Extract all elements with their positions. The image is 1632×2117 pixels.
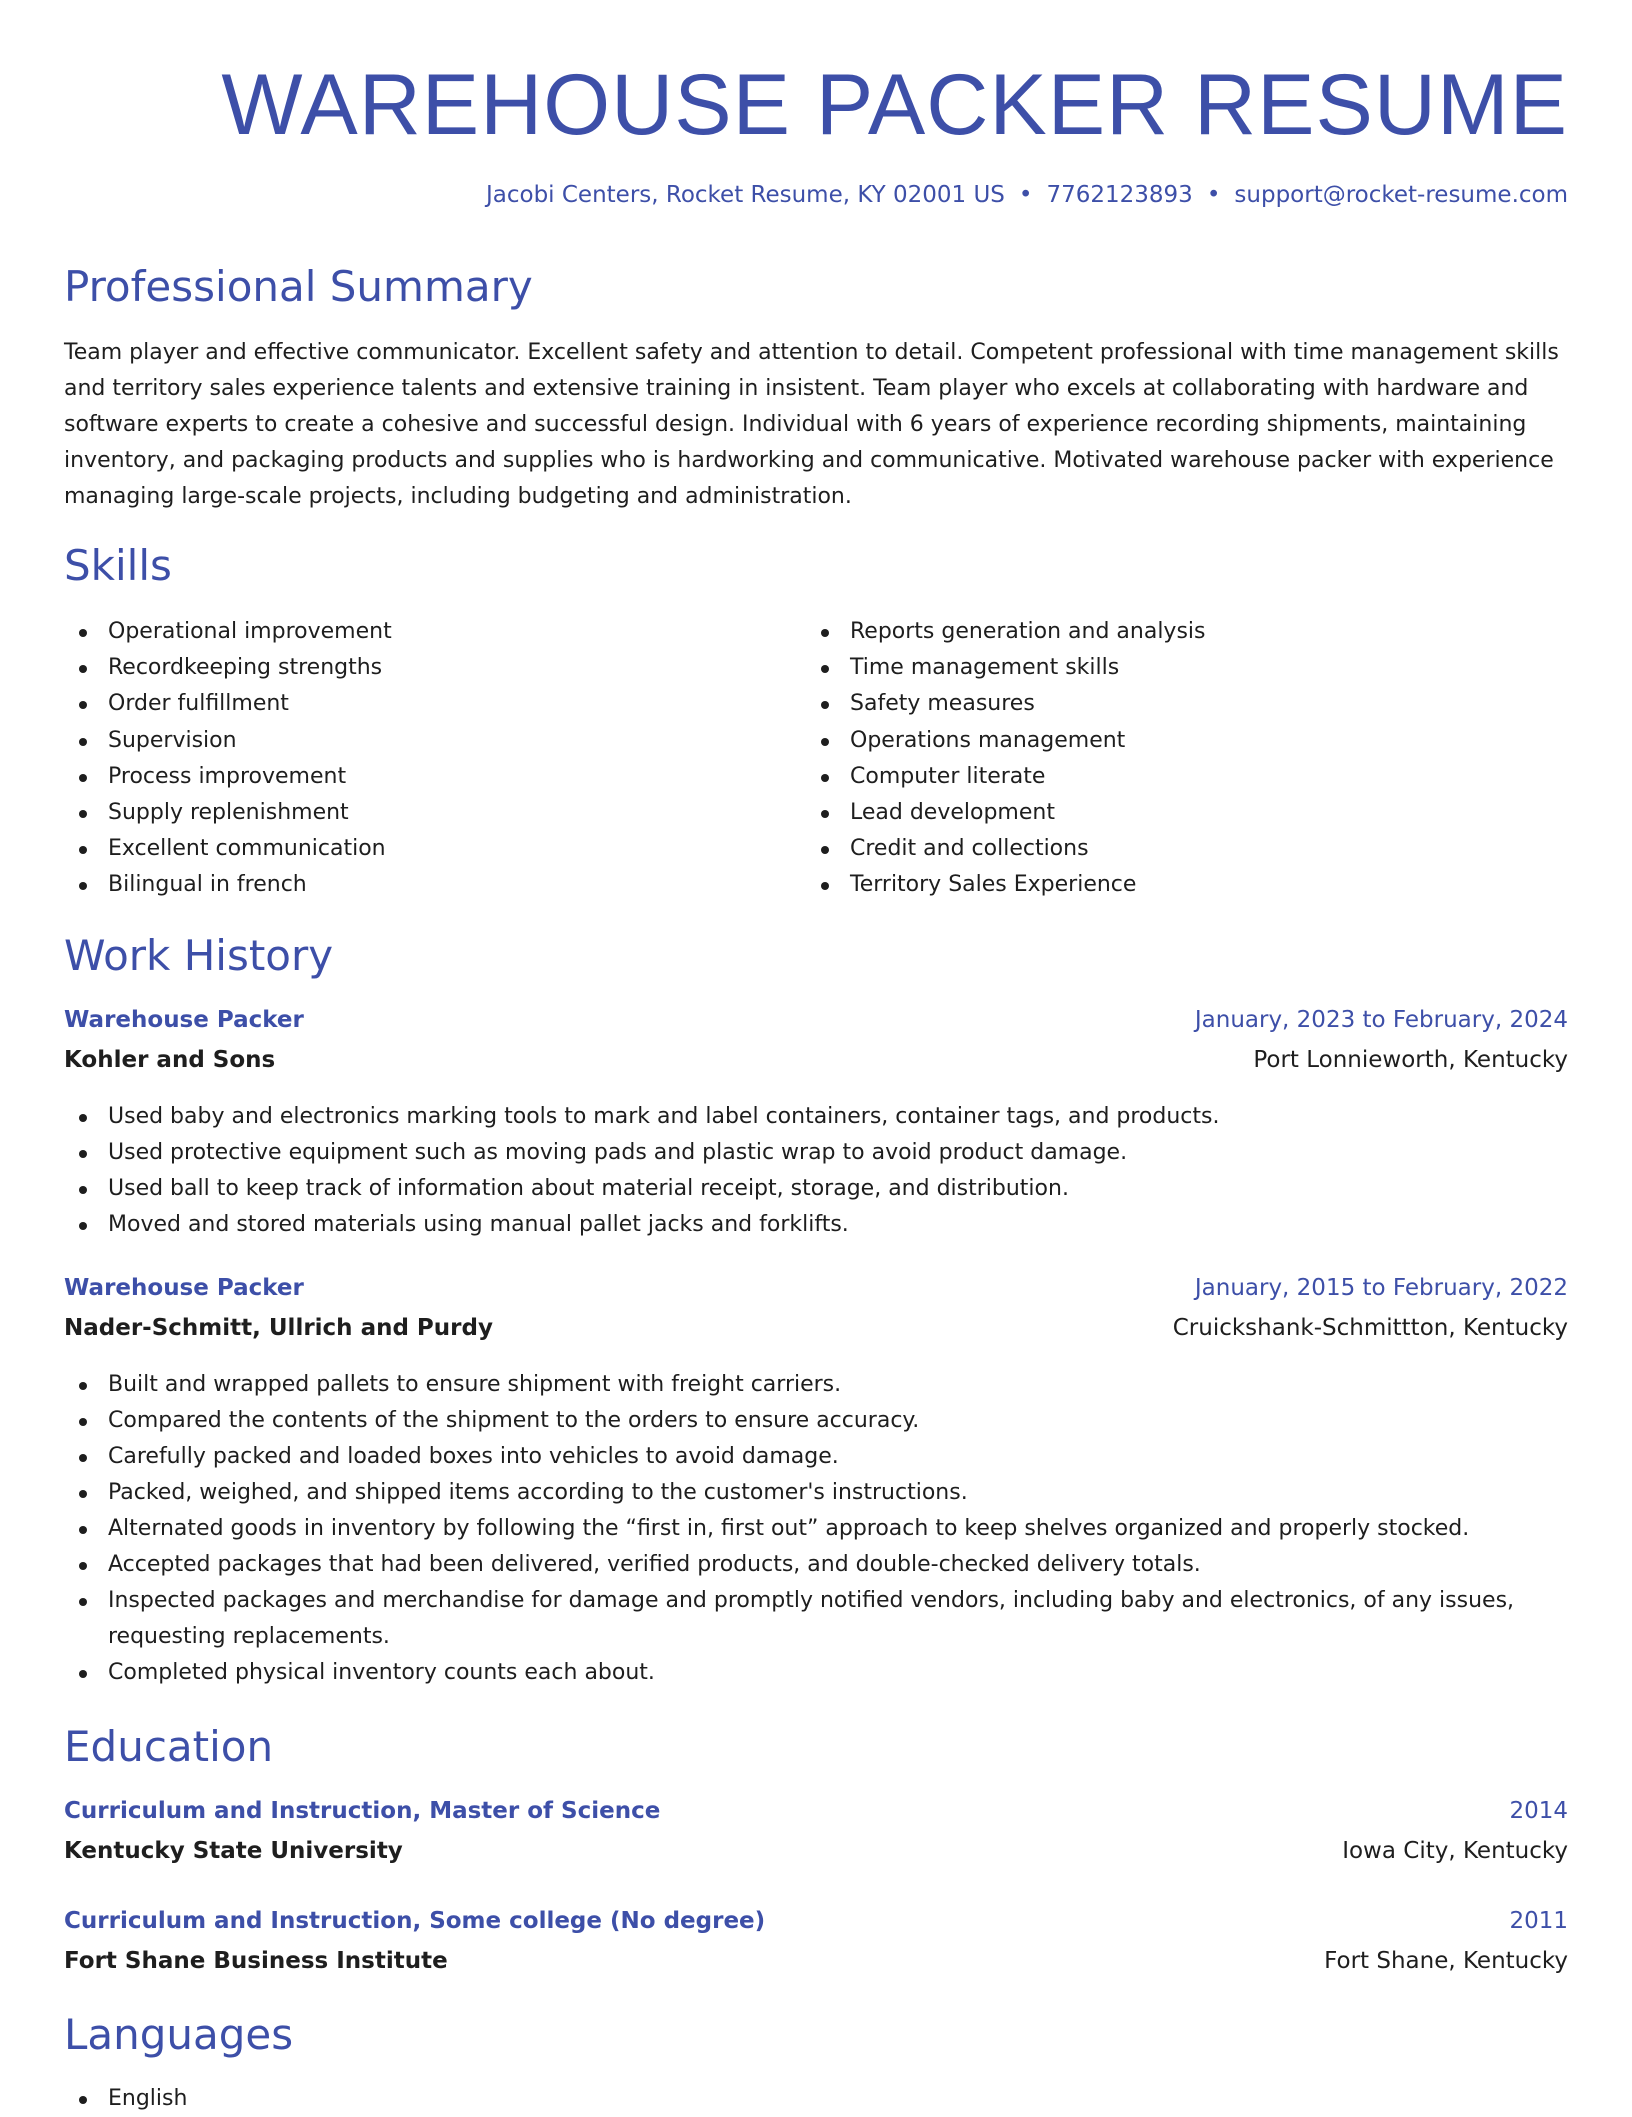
summary-heading: Professional Summary [64,262,533,311]
job-bullet: Inspected packages and merchandise for damage and promptly notified vendors, including baby and electronics, of any issues, requesting replacements. [64,1583,1568,1655]
job-entry [64,1007,1568,1243]
job-company: Nader-Schmitt, Ullrich and Purdy [64,1315,493,1341]
summary-text: Team player and effective communicator. Excellent safety and attention to detail. Competent professional with time management skills and territory sales experience talents and extensive training in insistent. Team player who excels at collaborating with hardware and software experts to create a cohesive and successful design. Individual with 6 years of experience recording shipments, maintaining inventory, and packaging products and supplies who is hardworking and communicative. Motivated warehouse packer with experience managing large-scale projects, including budgeting and administration. [64,340,1559,509]
education-location: Iowa City, Kentucky [1342,1838,1568,1864]
skill-item: Time management skills [806,650,1566,686]
job-bullet: Used ball to keep track of information about material receipt, storage, and distribution. [64,1171,1568,1207]
job-bullet: Used protective equipment such as moving pads and plastic wrap to avoid product damage. [64,1135,1568,1171]
skill-item: Computer literate [806,759,1566,795]
job-company: Kohler and Sons [64,1047,276,1073]
job-bullet: Carefully packed and loaded boxes into vehicles to avoid damage. [64,1439,1568,1475]
education-location: Fort Shane, Kentucky [1324,1948,1568,1974]
job-title: Warehouse Packer [64,1007,304,1033]
job-bullet: Built and wrapped pallets to ensure shipment with freight carriers. [64,1367,1568,1403]
education-entry [64,1908,1568,1988]
job-bullet: Packed, weighed, and shipped items according to the customer's instructions. [64,1475,1568,1511]
skill-item: Operational improvement [64,614,764,650]
job-bullets [64,1367,1568,1691]
skill-item: Excellent communication [64,831,764,867]
skill-item: Operations management [806,723,1566,759]
skill-item: Lead development [806,795,1566,831]
education-entry [64,1798,1568,1878]
contact-phone: 7762123893 [1046,182,1193,208]
job-dates: January, 2015 to February, 2022 [1194,1275,1568,1301]
education-degree: Curriculum and Instruction, Master of Science [64,1798,661,1824]
job-bullet: Accepted packages that had been delivered, verified products, and double-checked delivery totals. [64,1547,1568,1583]
education-year: 2014 [1509,1798,1568,1824]
job-dates: January, 2023 to February, 2024 [1194,1007,1568,1033]
skills-list-left [64,614,764,904]
contact-email[interactable]: support@rocket-resume.com [1234,182,1568,208]
languages-heading: Languages [64,2010,294,2059]
contact-address: Jacobi Centers, Rocket Resume, KY 02001 US [485,182,1005,208]
skill-item: Order fulfillment [64,686,764,722]
job-entry [64,1275,1568,1691]
job-bullet: Used baby and electronics marking tools to mark and label containers, container tags, and products. [64,1099,1568,1135]
job-title: Warehouse Packer [64,1275,304,1301]
contact-separator: • [1018,182,1033,208]
skill-item: Supervision [64,723,764,759]
job-bullet: Compared the contents of the shipment to the orders to ensure accuracy. [64,1403,1568,1439]
work-history-heading: Work History [64,931,334,980]
job-bullet: Alternated goods in inventory by following the “first in, first out” approach to keep shelves organized and properly stocked. [64,1511,1568,1547]
skill-item: Territory Sales Experience [806,867,1566,903]
language-item: English [64,2081,764,2117]
education-school: Fort Shane Business Institute [64,1948,448,1974]
job-location: Port Lonnieworth, Kentucky [1253,1047,1568,1073]
skill-item: Credit and collections [806,831,1566,867]
education-year: 2011 [1509,1908,1568,1934]
contact-separator: • [1206,182,1221,208]
education-school: Kentucky State University [64,1838,403,1864]
skill-item: Bilingual in french [64,867,764,903]
job-bullet: Completed physical inventory counts each about. [64,1655,1568,1691]
job-bullet: Moved and stored materials using manual pallet jacks and forklifts. [64,1207,1568,1243]
education-degree: Curriculum and Instruction, Some college (No degree) [64,1908,766,1934]
skills-heading: Skills [64,541,172,590]
job-bullets [64,1099,1568,1243]
skill-item: Safety measures [806,686,1566,722]
education-heading: Education [64,1722,274,1771]
job-location: Cruickshank-Schmittton, Kentucky [1172,1315,1568,1341]
contact-line [486,182,1568,208]
skill-item: Recordkeeping strengths [64,650,764,686]
skills-list-right [806,614,1566,904]
resume-title: WAREHOUSE PACKER RESUME [221,57,1568,153]
skill-item: Reports generation and analysis [806,614,1566,650]
skill-item: Supply replenishment [64,795,764,831]
skill-item: Process improvement [64,759,764,795]
